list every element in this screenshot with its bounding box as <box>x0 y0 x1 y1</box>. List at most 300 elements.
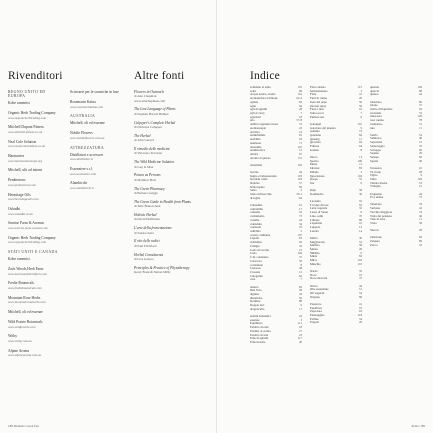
book-title: Culpeper's Complete Herbal <box>134 120 176 125</box>
index-term: dattero <box>250 285 259 289</box>
index-page-number: 11 <box>419 126 422 130</box>
index-page-number: 28 <box>418 170 422 174</box>
index-page-number: 71 <box>298 141 302 145</box>
retailer-entry <box>70 153 126 162</box>
index-entry <box>310 263 362 267</box>
index-entry <box>370 222 422 226</box>
index-term: antichità <box>250 138 261 142</box>
index-term: Trifoglio <box>370 185 381 189</box>
index-page-number: 53 <box>418 144 422 148</box>
book-title: The Green Guide to Health from Plants <box>134 199 191 204</box>
index-page-number: 84 <box>358 134 362 138</box>
book-title: Principles & Practice of Phytotherapy <box>134 265 190 270</box>
index-page-number: 18 <box>298 115 302 119</box>
index-term: Luppolo <box>310 226 321 229</box>
index-term: Fiala <box>310 93 317 97</box>
index-page-number: 17 <box>298 307 302 311</box>
index-page-number: 56 <box>298 296 302 300</box>
retailer-name: Mitchell Dupont Fitness <box>8 125 44 130</box>
book-author: di David Hoffmann <box>134 217 160 222</box>
index-entry <box>250 197 302 201</box>
index-term: camomilla <box>250 207 263 211</box>
index-term: Unguento <box>370 192 383 196</box>
book-entry <box>134 253 198 262</box>
index-term: anemone <box>250 141 261 145</box>
retailers-column-2 <box>70 90 126 196</box>
index-page-number: 16 <box>358 273 362 277</box>
index-page-number: 40 <box>298 340 302 344</box>
index-term: Infusi <box>310 163 318 167</box>
index-page-number: 70 <box>298 226 302 230</box>
index-term: bianche <box>250 182 260 186</box>
retailer-url: www.organicherbtrading.com <box>8 240 47 245</box>
index-term: Estratto di sale <box>250 333 269 337</box>
index-term: Yarrow <box>370 229 380 233</box>
index-term: Corteccia <box>250 259 262 263</box>
index-entry <box>250 278 302 282</box>
index-page-number: 117 <box>297 337 302 341</box>
index-column-1 <box>250 86 302 345</box>
index-page-number: 58 <box>418 221 422 225</box>
index-entry <box>250 341 302 345</box>
retailer-name: Mitchell, oli ed essenze <box>70 121 105 126</box>
index-term: antiinfiamm. <box>250 134 266 138</box>
index-page-number: 131 <box>297 156 302 160</box>
index-term: castello <box>250 218 260 222</box>
index-term: cistifellea <box>250 241 262 245</box>
index-term: Olio essenziale <box>310 288 329 292</box>
index-page-number: 10 <box>358 306 362 310</box>
index-page-number: 82 <box>298 185 302 189</box>
index-page-number: 83 <box>358 167 362 171</box>
index-page-number: 64 <box>298 196 302 200</box>
index-term: frutta secca <box>310 112 324 116</box>
index-page-number: 44 <box>358 284 362 288</box>
index-term: ginseng <box>310 137 320 141</box>
index-page-number: 26 <box>358 247 362 251</box>
index-page-number: 103 <box>297 174 302 178</box>
retailer-url: www.sunrise-farm-aromas.com <box>8 225 48 230</box>
index-term: Noce <box>310 273 317 277</box>
index-term: aromaterapia <box>250 126 266 130</box>
index-term: Lauro di Santo <box>310 211 329 215</box>
book-author: di Barbara Griggs <box>134 191 158 196</box>
retailer-url: www.mitchell-fitness.co.uk <box>8 129 43 134</box>
index-term: quercia <box>370 89 379 93</box>
retailer-entry <box>8 221 64 230</box>
index-page-number: 30 <box>358 236 362 240</box>
index-page-number: 44 <box>418 93 422 97</box>
book-author: di Guy le Mon <box>134 164 154 169</box>
book-entry <box>134 213 198 222</box>
index-term: Idratare <box>310 167 320 171</box>
index-page-number: 70 <box>358 214 362 218</box>
index-page-number: 46 <box>418 214 422 218</box>
index-page-number: 62-4 <box>296 97 302 101</box>
index-term: Verbena <box>370 207 380 211</box>
index-page-number: 111 <box>297 322 302 326</box>
retailer-name: Mountain Rose Herbs <box>8 295 41 300</box>
retailer-entry <box>70 131 126 140</box>
book-title: Holistic Herbal <box>134 213 157 218</box>
index-term: Ortica <box>310 284 318 288</box>
index-page-number: 51 <box>298 149 302 153</box>
index-term: enzimi balsamici <box>250 314 271 318</box>
index-page-number: 7 <box>300 278 302 282</box>
index-page-number: 5 <box>300 230 302 234</box>
retailer-entry <box>8 125 64 134</box>
index-page-number: 78 <box>418 119 422 123</box>
index-term: Diet Tolo <box>250 289 262 293</box>
index-term: cerotto calmante <box>250 233 271 237</box>
index-term: aromatizzata al limone <box>250 97 278 101</box>
retailer-entry <box>8 168 64 173</box>
index-term: catenaria <box>250 226 261 230</box>
index-page-number: 6 <box>360 182 362 186</box>
index-term: Miele <box>310 255 318 259</box>
index-page-number: 20-1 <box>296 193 302 197</box>
index-page-number: 8 <box>300 263 302 267</box>
book-author: di Nicholas Culpeper <box>134 125 163 130</box>
retailer-name: Wild Prairie Botanicals <box>8 319 43 324</box>
index-term: Vino di erbe <box>370 218 386 222</box>
index-term: Pepe nero <box>310 310 323 314</box>
index-term: Sedano <box>370 152 379 156</box>
retailer-name: Kobe ramentsi <box>8 101 30 105</box>
retailer-entry <box>8 349 64 358</box>
index-term: C.D. contenuto <box>250 256 269 260</box>
book-entry <box>134 134 198 143</box>
retailer-url: www.zachwoodsherbfarm.com <box>8 271 47 276</box>
index-term: Menta <box>310 247 318 251</box>
retailer-name: Alambicchi <box>70 181 88 186</box>
retailer-entry <box>8 178 64 187</box>
index-term: Mirra <box>310 259 317 263</box>
book-author: di Matthew Hall <box>134 177 156 182</box>
retailer-name: Distillatori e accessori <box>70 152 103 157</box>
index-page-number: 64 <box>358 145 362 149</box>
index-page-number: 19 <box>298 130 302 134</box>
index-page-number: 89 <box>358 218 362 222</box>
index-term: quassia <box>370 86 379 89</box>
index-page-number: 86 <box>418 100 422 104</box>
index-page-number: 57-8 <box>296 119 302 123</box>
retailer-url: www.mountainroseherbs.com <box>8 300 46 305</box>
retailer-entry <box>8 193 64 202</box>
retailer-name: Essenziere s.r.l. <box>70 167 93 172</box>
index-page-number: 21 <box>418 185 422 189</box>
index-page-number: 41 <box>358 93 362 97</box>
index-page-number: 16 <box>298 204 302 208</box>
book-author: di Sandor Katz <box>134 230 154 235</box>
index-term: bagno e balneoterapia <box>250 174 277 178</box>
page-heading-indice: Indice <box>250 70 280 82</box>
index-term: rabarbaro <box>370 100 382 104</box>
index-page-number: 28 <box>298 108 302 112</box>
index-page-number: 81 <box>298 134 302 138</box>
retailer-name: Sunrise Farm & Aromas <box>8 221 44 226</box>
book-author: di Vincenzo Trevisan <box>134 151 162 156</box>
index-page-number: 62 <box>358 203 362 207</box>
index-page-number: 63 <box>358 310 362 314</box>
index-page-number: 9 <box>420 174 422 178</box>
index-term: Ibisco <box>310 156 318 159</box>
index-entry <box>310 321 362 325</box>
index-page-number: 118 <box>357 313 362 317</box>
book-author: di Lisa Ganora <box>134 257 154 262</box>
index-page-number: 120 <box>417 115 422 119</box>
index-entry <box>310 277 362 281</box>
retailer-entry <box>8 154 64 163</box>
retailer-url: www.nobileflowers.com.au <box>70 136 105 141</box>
retailer-name: Alpine Aroma <box>8 348 29 353</box>
index-term: Fiori e fiori <box>310 108 325 112</box>
index-page-number: 21 <box>298 248 302 252</box>
index-page-number: 3 <box>360 170 362 174</box>
index-term: Santoreggia <box>370 144 385 148</box>
index-page-number: 10 <box>358 108 362 112</box>
index-page-number: 82 <box>298 285 302 289</box>
index-page-number: 94 <box>358 141 362 145</box>
index-term: Iris <box>310 182 315 186</box>
index-term: Liquirizia <box>310 222 323 226</box>
retailer-entry <box>8 296 64 305</box>
retailer-url: www.hermitageoils.com <box>8 197 39 202</box>
index-term: L'acqua di rose <box>310 203 329 207</box>
book-title: The Herbal <box>134 133 151 138</box>
index-term: bacche <box>250 170 259 174</box>
index-page-number: 9 <box>360 211 362 215</box>
index-page-number: 59 <box>358 104 362 108</box>
index-page-number: 125 <box>297 86 302 89</box>
retailer-entry <box>8 101 64 106</box>
retailer-entry <box>8 267 64 276</box>
index-term: Papavero <box>310 302 322 306</box>
retailer-entry <box>8 320 64 329</box>
retailer-name: Kobe ramentsi <box>8 256 30 261</box>
index-page-number: 7 <box>300 112 302 116</box>
index-page-number: 11 <box>359 163 362 167</box>
retailer-entry <box>8 207 64 216</box>
index-page-number: 37 <box>298 256 302 260</box>
index-page-number: 14 <box>358 229 362 233</box>
index-page-number: 42 <box>418 207 422 211</box>
index-term: acini <box>250 89 256 93</box>
index-page-number: 58 <box>298 289 302 293</box>
index-term: Origano <box>310 295 320 299</box>
retailer-url: www.rosemarinkaina.com <box>70 104 104 109</box>
index-term: rafano <box>370 104 378 108</box>
index-page-number: 12 <box>298 270 302 274</box>
index-page-number: 12 <box>418 141 422 145</box>
retailer-url: www.organicherbtrading.com <box>8 115 47 120</box>
index-entry <box>310 116 362 120</box>
index-term: Gemma <box>310 130 320 134</box>
index-page-number: 115 <box>357 86 362 89</box>
index-term: Fumare uso <box>310 115 325 119</box>
index-page-number: 40 <box>418 159 422 163</box>
book-entry <box>134 226 198 235</box>
index-page-number: 57 <box>418 104 422 108</box>
index-term: Dormire <box>250 300 261 304</box>
index-page-number: 6 <box>360 115 362 119</box>
retailer-name: Fredie Botanicals <box>8 281 34 286</box>
index-entry <box>370 244 422 248</box>
book-title: The Wild Medicine Solution <box>134 160 175 165</box>
index-term: biancospino <box>250 185 265 189</box>
index-page-number: 31 <box>298 123 302 127</box>
book-title: Il rito delle radici <box>134 239 160 244</box>
index-term: Zucca <box>370 243 378 247</box>
index-entry <box>250 157 302 161</box>
retailer-name: Oshadhi <box>8 206 21 211</box>
index-entry <box>310 296 362 300</box>
index-term: Salsa di finocchio <box>250 193 272 197</box>
index-entry <box>370 196 422 200</box>
retailer-name: Neal Cole Solution <box>8 139 37 144</box>
index-term: diuretiche <box>250 296 263 300</box>
index-term: Malva <box>310 236 318 240</box>
other-sources-column <box>134 90 198 279</box>
index-term: Coda <box>250 252 257 256</box>
index-term: Calendula <box>250 204 263 208</box>
book-entry <box>134 107 198 116</box>
index-term: Artemisia <box>250 163 263 167</box>
index-page-number: 104 <box>357 174 362 178</box>
index-page-number: 20 <box>358 321 362 325</box>
retailer-name: Sciricarie per le scomiche in fase <box>70 90 119 94</box>
index-page-number: 3 <box>300 189 302 193</box>
index-term: genziana <box>310 134 321 138</box>
index-page-number: 32 <box>298 244 302 248</box>
index-page-number: 84 <box>418 236 422 240</box>
index-term: Fritture <box>310 145 320 149</box>
retailer-name: Organic Herb Trading Company <box>8 111 56 116</box>
book-entry <box>134 160 198 169</box>
index-term: di foglia <box>250 196 261 200</box>
book-title: Poison as Persons <box>134 173 161 178</box>
index-entry <box>370 127 422 131</box>
index-term: glicerina <box>310 141 321 145</box>
index-term: Viola del pensiero <box>370 214 393 218</box>
book-author: di Paul Pitchford <box>134 243 157 248</box>
book-author: di John Gerard <box>134 138 154 143</box>
index-entry <box>310 149 362 153</box>
index-term: Sambuco <box>370 137 382 141</box>
index-page-number: 73 <box>358 130 362 134</box>
index-page-number: 16 <box>358 222 362 226</box>
page-heading-rivenditori: Rivenditori <box>8 70 63 82</box>
index-page-number: 22 <box>298 314 302 318</box>
index-page-number: 16 <box>418 166 422 170</box>
index-page-number: 97 <box>298 152 302 156</box>
index-page-number: 102 <box>297 163 302 167</box>
index-page-number: 58 <box>358 189 362 193</box>
index-entry <box>310 182 362 186</box>
index-term: Latte vegetale <box>310 207 328 211</box>
index-term: Enzimi, si crema <box>250 329 271 333</box>
index-term: Guaina <box>310 148 319 152</box>
index-term: Spezie <box>370 159 379 163</box>
retailer-url: www.alambicchi.it <box>70 185 94 190</box>
index-page-number: 8 <box>360 148 362 152</box>
index-term: Erbe di agrumi <box>250 337 269 341</box>
index-entry <box>370 93 422 97</box>
book-title: Flowers in Outreach <box>134 90 164 94</box>
retailer-url: www.essenziere.com <box>70 171 97 176</box>
index-page-number: 118 <box>357 259 362 263</box>
index-term: Nardo <box>310 269 318 273</box>
index-term: agli di agrumi <box>250 108 268 112</box>
index-page-number: 36 <box>358 192 362 196</box>
index-page-number: 29 <box>418 152 422 156</box>
retailer-name: Withy <box>8 334 18 339</box>
index-page-number: 73 <box>298 215 302 219</box>
retailer-entry <box>8 334 64 343</box>
index-page-number: 43 <box>298 292 302 296</box>
index-page-number: 96 <box>298 89 302 93</box>
book-url: www.annchapman.com <box>134 98 165 103</box>
retailer-url: www.frediebotanicals.com <box>8 285 42 290</box>
index-term: bevanda calda <box>250 178 268 182</box>
index-term: Saponaria <box>370 141 383 145</box>
index-term: Salvia <box>370 133 378 137</box>
index-page-number: 11 <box>419 218 422 222</box>
book-author: di Julie Bruton-Seal <box>134 204 161 209</box>
index-page-number: 106 <box>357 159 362 163</box>
retailer-url: www.distillatori.it <box>70 157 93 162</box>
index-term: ribes nero <box>370 115 383 119</box>
index-term: Senape <box>370 156 379 159</box>
index-term: Lino, semi <box>310 214 324 218</box>
index-page-number: 23 <box>298 333 302 337</box>
index-term: agliata <box>250 100 259 104</box>
retailer-entry <box>8 310 64 315</box>
index-page-number: 83 <box>298 100 302 104</box>
index-page-number: 55 <box>358 199 362 203</box>
index-term: Maggiorana <box>310 240 325 244</box>
index-term: ravanello <box>370 111 382 115</box>
index-page-number: 55 <box>358 178 362 182</box>
index-page-number: 9 <box>360 126 362 130</box>
index-page-number: 11 <box>359 137 362 141</box>
index-term: Iperico <box>310 159 319 163</box>
retailer-url: www.withy.com.au <box>8 338 32 343</box>
index-term: Equilibrio <box>250 322 263 326</box>
index-page-number: 82 <box>418 156 422 159</box>
index-term: Uva ursina <box>370 196 384 200</box>
index-entry <box>250 308 302 312</box>
retailer-entry <box>8 236 64 245</box>
retailer-entry <box>8 140 64 149</box>
index-term: agli al curry <box>250 112 265 116</box>
index-page-number: 9 <box>300 304 302 308</box>
index-term: ruta <box>370 126 375 130</box>
index-page-number: 56 <box>358 100 362 104</box>
retailer-entry <box>70 167 126 176</box>
index-page-number: 74 <box>418 210 422 214</box>
index-term: agnolotti <box>250 115 261 119</box>
index-term: coriandolo <box>250 263 264 267</box>
book-entry <box>134 147 198 156</box>
index-page-number: 44 <box>298 170 302 174</box>
index-page-number: 12 <box>358 226 362 229</box>
book-author: di Stephen Harrod Buhner <box>134 111 169 116</box>
index-term: Passiflora <box>310 306 323 310</box>
index-term: Lavanda <box>310 199 321 203</box>
book-title: Il rimedio delle medicine <box>134 147 171 152</box>
index-page-number: 27 <box>298 329 302 333</box>
